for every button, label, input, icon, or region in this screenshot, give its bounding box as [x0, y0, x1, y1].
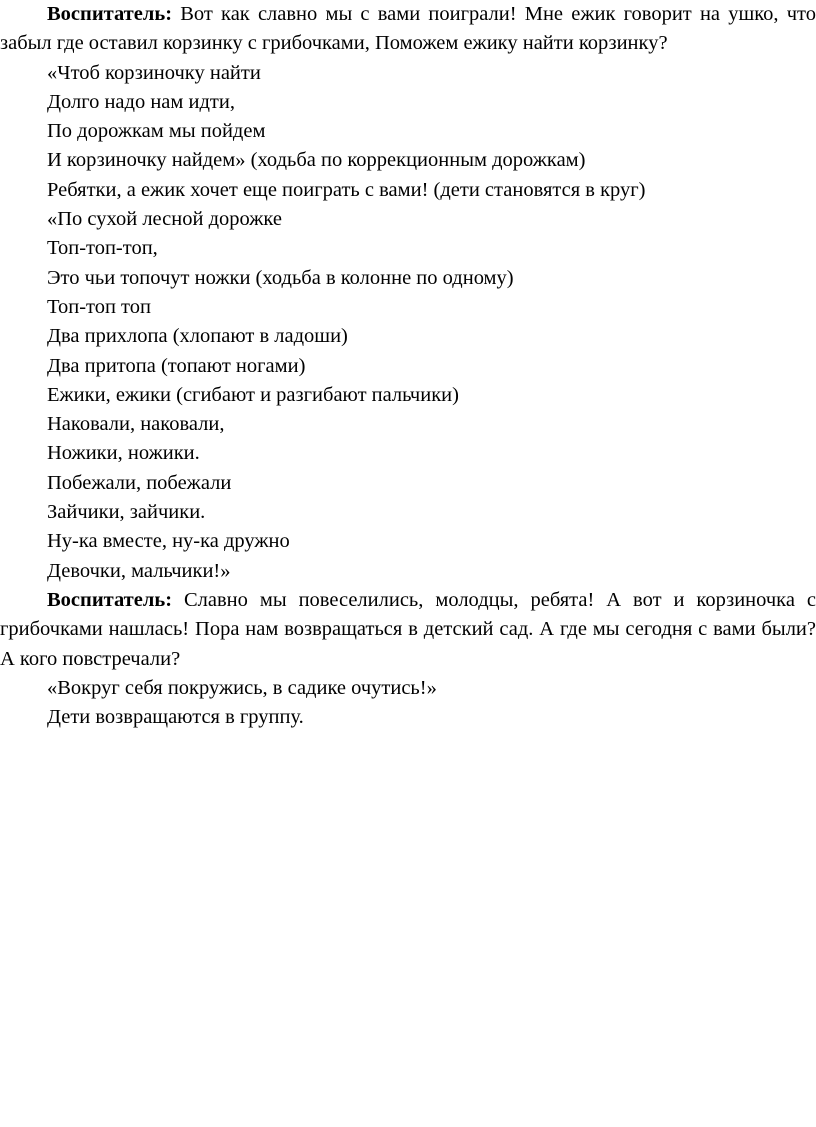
text-line: Побежали, побежали	[47, 471, 232, 494]
text-line: Два притопа (топают ногами)	[47, 354, 306, 377]
text-line: Ну-ка вместе, ну-ка дружно	[47, 530, 290, 553]
text-line: Ежики, ежики (сгибают и разгибают пальчики)	[47, 383, 459, 406]
text-line: И корзиночку найдем» (ходьба по коррекционным дорожкам)	[47, 149, 586, 172]
speaker-label: Воспитатель:	[47, 588, 173, 611]
text-line: Долго надо нам идти,	[47, 90, 235, 113]
paragraph-text: Славно мы повеселились, молодцы, ребята! А вот и корзиночка с грибочками нашлась! Пора нам возвращаться в детский сад. А где мы сегодня с вами были? А кого повстречали?	[0, 588, 816, 670]
paragraph-text: Вот как славно мы с вами поиграли! Мне ежик говорит на ушко, что забыл где оставил корзинку с грибочками, Поможем ежику найти корзинку?	[0, 3, 816, 55]
text-line: Наковали, наковали,	[47, 413, 225, 436]
text-line: Зайчики, зайчики.	[47, 501, 206, 524]
text-line: Ножики, ножики.	[47, 442, 200, 465]
text-line: «Чтоб корзиночку найти	[47, 61, 261, 84]
text-line: Дети возвращаются в группу.	[47, 706, 304, 729]
text-line: «Вокруг себя покружись, в садике очутись!»	[47, 676, 437, 699]
text-line: Два прихлопа (хлопают в ладоши)	[47, 325, 348, 348]
text-line: По дорожкам мы пойдем	[47, 120, 266, 143]
text-line: Топ-топ-топ,	[47, 237, 158, 260]
text-line: Девочки, мальчики!»	[47, 559, 231, 582]
paragraph-teacher-2	[0, 586, 816, 674]
text-line: «По сухой лесной дорожке	[47, 208, 282, 231]
speaker-label: Воспитатель:	[47, 3, 173, 25]
text-line: Это чьи топочут ножки (ходьба в колонне по одному)	[47, 266, 514, 289]
text-line: Топ-топ топ	[47, 295, 151, 318]
paragraph-teacher-1	[0, 0, 816, 59]
text-line: Ребятки, а ежик хочет еще поиграть с вами! (дети становятся в круг)	[47, 178, 646, 201]
